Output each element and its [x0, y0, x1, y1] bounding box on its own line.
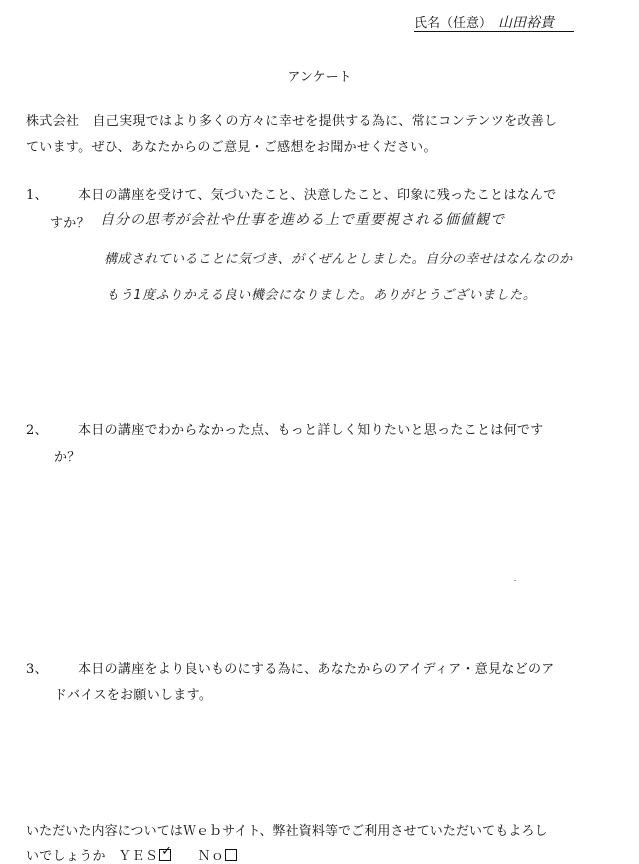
- yes-label: ＹＥＳ: [118, 849, 159, 864]
- consent-question: いでしょうか: [26, 849, 106, 864]
- name-field: [414, 12, 554, 32]
- intro-line-1: 株式会社 自己実現ではより多くの方々に幸せを提供する為に、常にコンテンツを改善し: [26, 114, 558, 129]
- q1-answer-line-1: 自分の思考が会社や仕事を進める上で重要視される価値観で: [100, 212, 505, 228]
- q2-number: 2、: [26, 423, 48, 438]
- q1-text-line-2: すか？: [50, 216, 90, 231]
- intro-line-2: ています。ぜひ、あなたからのご意見・ご感想をお聞かせください。: [26, 140, 437, 155]
- name-label: 氏名（任意）: [414, 16, 493, 31]
- no-label: Ｎｏ: [197, 849, 225, 864]
- q1-number: 1、: [26, 188, 48, 203]
- q2-text-line-1: 本日の講座でわからなかった点、もっと詳しく知りたいと思ったことは何です: [78, 423, 544, 438]
- scan-speck: [514, 580, 516, 581]
- q3-text-line-1: 本日の講座をより良いものにする為に、あなたからのアイディア・意見などのア: [78, 662, 555, 677]
- q2-text-line-2: か？: [54, 450, 81, 465]
- q3-text-line-2: ドバイスをお願いします。: [54, 688, 213, 703]
- check-mark-icon: ✓: [161, 844, 173, 859]
- consent-line-1: いただいた内容についてはＷｅｂサイト、弊社資料等でご利用させていただいてもよろし: [26, 824, 548, 839]
- page-title: アンケート: [287, 70, 352, 85]
- q1-answer-line-3: もう1度ふりかえる良い機会になりました。ありがとうございました。: [106, 288, 537, 303]
- q3-number: 3、: [26, 662, 48, 677]
- yes-checkbox[interactable]: [159, 844, 173, 861]
- name-underline: [414, 31, 574, 32]
- no-checkbox[interactable]: [225, 849, 237, 861]
- name-signature: 山田裕貴: [498, 15, 555, 31]
- consent-line-2: [26, 845, 237, 864]
- q1-answer-line-2: 構成されていることに気づき、がくぜんとしました。自分の幸せはなんなのか: [104, 252, 573, 267]
- q1-text-line-1: 本日の講座を受けて、気づいたこと、決意したこと、印象に残ったことはなんで: [78, 188, 557, 203]
